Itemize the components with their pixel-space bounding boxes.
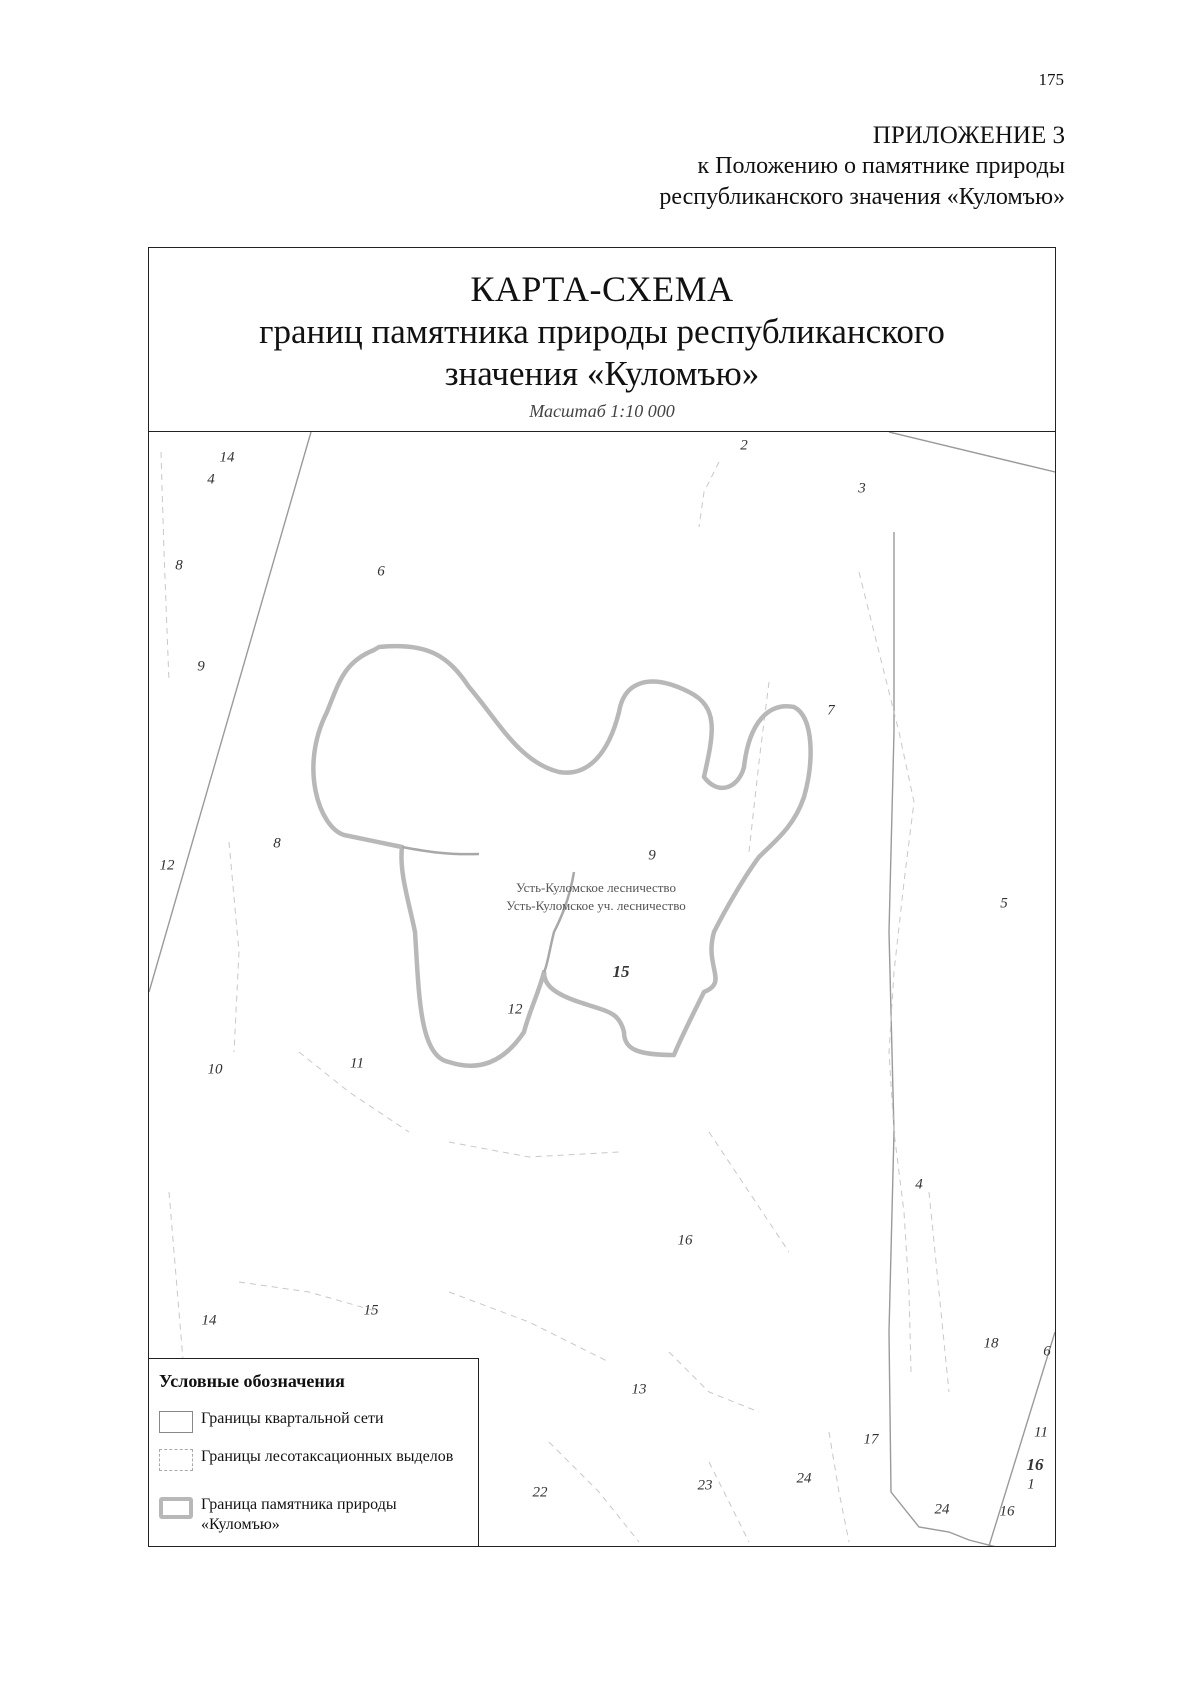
appendix-header [659, 120, 1065, 213]
map-title-box [149, 248, 1055, 432]
quarter-line-east [889, 532, 1055, 1546]
appendix-line-1: к Положению о памятнике природы [697, 153, 1065, 179]
map-frame [148, 247, 1056, 1547]
quarter-number: 12 [507, 1001, 523, 1018]
legend-item-monument-boundary [159, 1495, 469, 1543]
quarter-line-north-east [889, 432, 1055, 472]
quarter-number: 8 [273, 835, 281, 852]
quarter-number: 9 [648, 847, 656, 864]
quarter-number: 6 [1043, 1343, 1051, 1360]
quarter-number: 18 [983, 1335, 999, 1352]
appendix-line-2: республиканского значения «Куломъю» [659, 184, 1065, 210]
map-scale: Масштаб 1:10 000 [529, 401, 675, 421]
quarter-number: 15 [363, 1302, 379, 1319]
plot-line-8 [449, 1292, 609, 1362]
quarter-number: 11 [350, 1055, 364, 1072]
plot-line-15 [749, 682, 769, 852]
map-subtitle-line-1: границ памятника природы республиканского [259, 312, 945, 351]
quarter-number: 5 [1000, 895, 1008, 912]
plot-line-5 [449, 1142, 619, 1157]
district-forestry-label: Усть-Куломское уч. лесничество [506, 898, 686, 913]
legend-title: Условные обозначения [159, 1371, 345, 1391]
plot-line-10 [549, 1442, 639, 1542]
monument-boundary-path [313, 646, 810, 1066]
plot-line-3 [229, 842, 239, 1052]
quarter-number: 17 [863, 1431, 879, 1448]
quarter-number: 6 [377, 563, 385, 580]
page-number: 175 [1038, 70, 1064, 89]
plot-line-7 [239, 1282, 379, 1312]
legend-label: Границы квартальной сети [201, 1410, 384, 1427]
quarter-number: 16 [999, 1503, 1015, 1520]
plot-line-11 [709, 1462, 749, 1542]
map-subtitle-line-2: значения «Куломъю» [444, 354, 760, 393]
monument-boundary-swatch [159, 1497, 193, 1519]
plot-line-12 [929, 1192, 949, 1392]
quarter-number: 9 [197, 658, 205, 675]
quarter-number: 13 [631, 1381, 647, 1398]
inner-line-west [402, 847, 479, 854]
quarter-number: 16 [1026, 1455, 1044, 1474]
plot-boundary-swatch [159, 1449, 193, 1471]
quarter-number: 16 [677, 1232, 693, 1249]
forestry-label: Усть-Куломское лесничество [516, 880, 676, 895]
plot-line-13 [829, 1432, 849, 1542]
legend-label: Границы лесотаксационных выделов [201, 1448, 454, 1465]
quarter-number: 4 [207, 471, 215, 488]
quarter-number: 14 [219, 449, 235, 466]
quarter-number: 11 [1034, 1424, 1048, 1441]
legend-item-plot-boundaries [159, 1447, 469, 1495]
appendix-title: ПРИЛОЖЕНИЕ 3 [872, 122, 1065, 149]
quarter-number: 12 [159, 857, 175, 874]
quarter-number: 15 [612, 962, 630, 981]
quarter-number: 3 [858, 480, 866, 497]
quarter-number: 7 [827, 702, 835, 719]
quarter-number: 24 [796, 1470, 812, 1487]
plot-line-2 [161, 452, 169, 682]
quarter-number: 24 [934, 1501, 950, 1518]
quarter-number: 1 [1027, 1476, 1035, 1493]
quarter-number: 23 [697, 1477, 713, 1494]
quarter-number: 4 [915, 1176, 923, 1193]
quarter-number: 8 [175, 557, 183, 574]
quarter-grid-swatch [159, 1411, 193, 1433]
quarter-line-west [149, 432, 311, 992]
plot-line-1 [699, 462, 719, 527]
map-legend [149, 1358, 479, 1546]
plot-line-dotted-east [859, 572, 914, 1372]
plot-line-9 [669, 1352, 759, 1412]
quarter-number: 14 [201, 1312, 217, 1329]
legend-label: Граница памятника природы «Куломъю» [201, 1496, 397, 1533]
monument-boundary [313, 646, 810, 1066]
quarter-number: 10 [207, 1061, 223, 1078]
quarter-number: 2 [740, 437, 748, 454]
plot-line-6 [709, 1132, 789, 1252]
quarter-number: 22 [532, 1484, 548, 1501]
map-title: КАРТА-СХЕМА [470, 269, 734, 309]
